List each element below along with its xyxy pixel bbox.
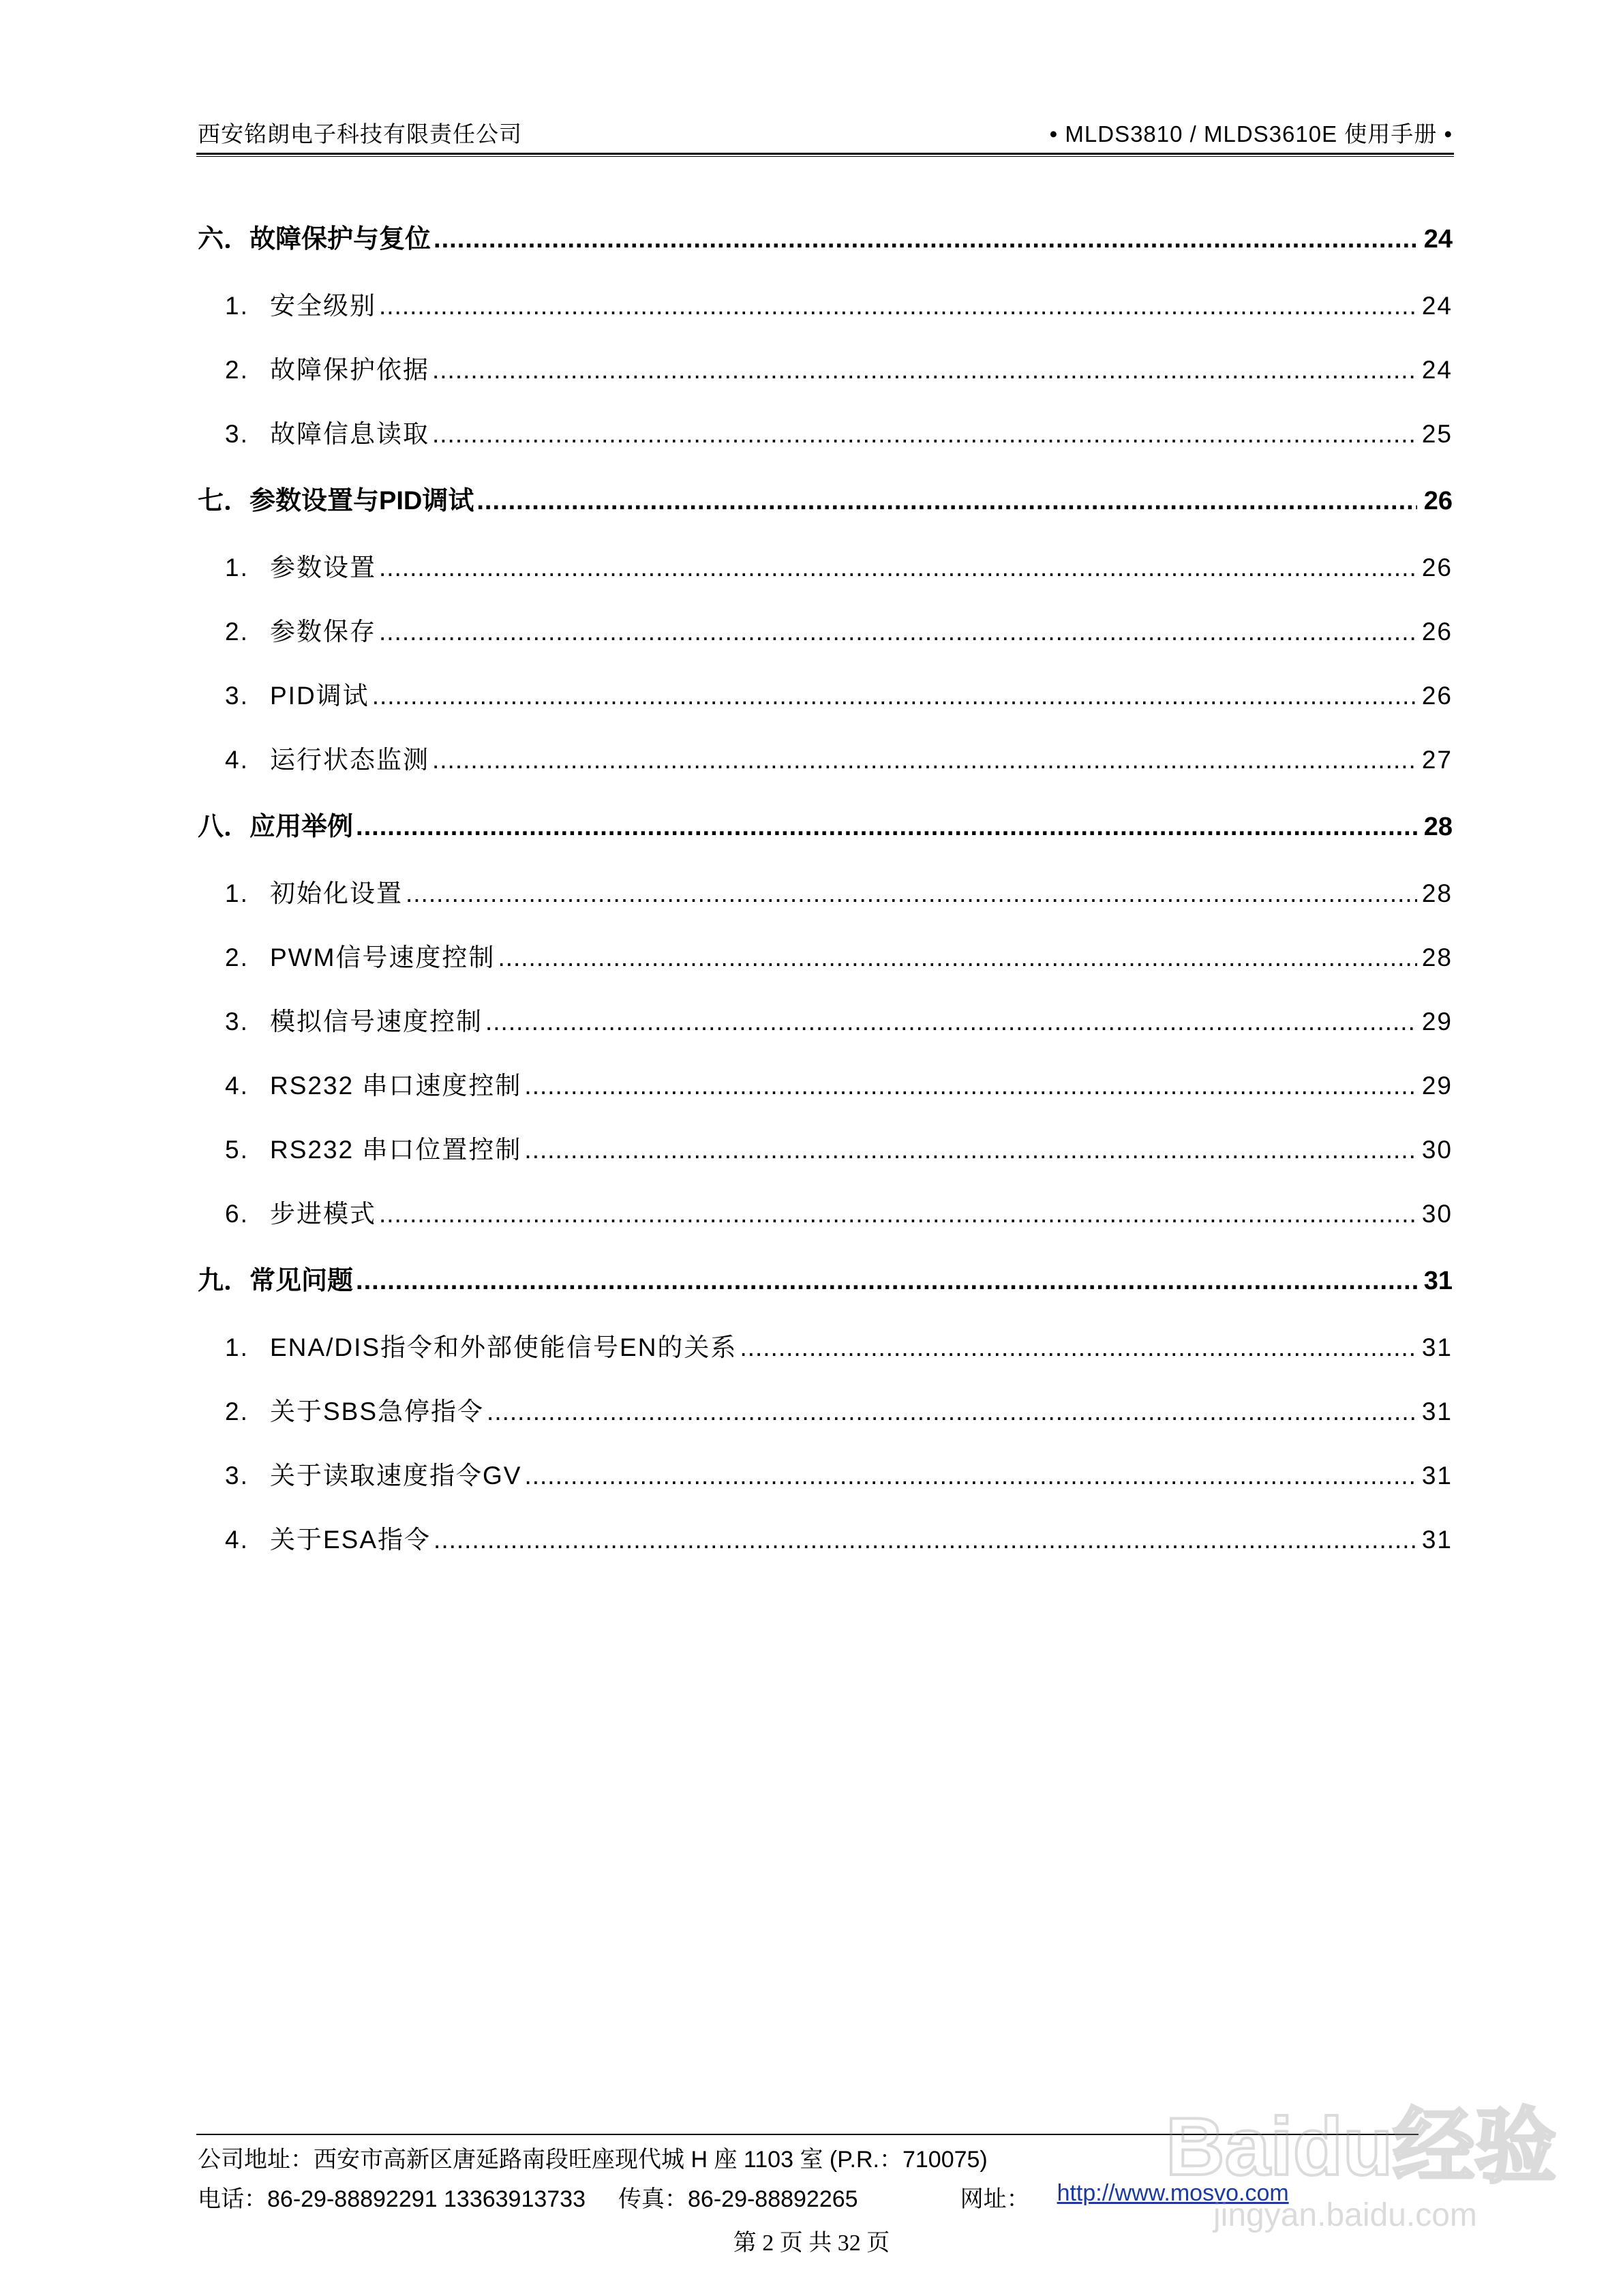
header-rule	[196, 153, 1454, 155]
footer-fax: 传真：86-29-88892265	[618, 2186, 858, 2212]
watermark-logo-text: Baidu经验	[1166, 2101, 1557, 2192]
toc-leader-dots	[432, 338, 1417, 402]
toc-entry[interactable]	[198, 1316, 1453, 1380]
toc-entry-title: 六．故障保护与复位	[198, 225, 431, 254]
toc-entry[interactable]	[198, 600, 1453, 664]
toc-entry-title: PID调试	[270, 682, 369, 710]
header-rule-thin	[196, 156, 1454, 157]
toc-entry-number: 2.	[225, 618, 249, 646]
toc-leader-dots	[434, 205, 1417, 274]
toc-entry-title: 模拟信号速度控制	[270, 1008, 483, 1036]
toc-entry-number: 1.	[225, 292, 249, 320]
toc-entry-title: 关于SBS急停指令	[270, 1398, 485, 1425]
toc-entry[interactable]	[198, 862, 1453, 926]
baidu-jingyan-watermark	[1159, 2086, 1568, 2243]
toc-leader-dots	[379, 274, 1417, 338]
toc-entry[interactable]	[198, 338, 1453, 402]
toc-entry[interactable]	[198, 664, 1453, 728]
toc-page-number: 28	[1423, 813, 1453, 841]
toc-page-number: 25	[1421, 420, 1453, 448]
toc-entry-number: 4.	[225, 746, 249, 774]
toc-page-number: 31	[1421, 1526, 1453, 1554]
toc-leader-dots	[379, 1182, 1417, 1246]
toc-entry-number: 3.	[225, 420, 249, 448]
toc-entry-number: 1.	[225, 1333, 249, 1361]
toc-section[interactable]	[198, 1246, 1453, 1316]
toc-leader-dots	[372, 664, 1417, 728]
toc-page-number: 24	[1421, 292, 1453, 320]
toc-entry-number: 4.	[225, 1526, 249, 1554]
toc-leader-dots	[740, 1316, 1417, 1380]
toc-leader-dots	[356, 792, 1417, 862]
toc-entry-number: 1.	[225, 879, 249, 907]
toc-entry[interactable]	[198, 1118, 1453, 1182]
toc-page-number: 31	[1421, 1462, 1453, 1490]
toc-page-number: 26	[1421, 682, 1453, 710]
toc-entry[interactable]	[198, 990, 1453, 1054]
toc-entry-title: 步进模式	[270, 1200, 376, 1228]
toc-entry[interactable]	[198, 536, 1453, 600]
toc-entry-title: 参数保存	[270, 618, 376, 646]
toc-leader-dots	[524, 1118, 1417, 1182]
toc-entry-title: 七．参数设置与PID调试	[198, 487, 474, 515]
toc-entry-title: 安全级别	[270, 292, 376, 320]
toc-entry-number: 3.	[225, 1008, 249, 1036]
toc-leader-dots	[406, 862, 1417, 926]
toc-entry-title: ENA/DIS指令和外部使能信号EN的关系	[270, 1333, 738, 1361]
toc-entry[interactable]	[198, 926, 1453, 990]
toc-leader-dots	[487, 1380, 1417, 1444]
toc-entry[interactable]	[198, 728, 1453, 792]
toc-entry-title: PWM信号速度控制	[270, 943, 496, 971]
toc-entry-number: 5.	[225, 1136, 249, 1164]
table-of-contents	[198, 205, 1453, 1572]
toc-entry-number: 3.	[225, 682, 249, 710]
toc-entry-title: RS232 串口位置控制	[270, 1136, 522, 1164]
toc-leader-dots	[432, 402, 1417, 466]
toc-entry-title: 故障保护依据	[270, 356, 429, 384]
toc-leader-dots	[379, 536, 1417, 600]
toc-entry[interactable]	[198, 1054, 1453, 1118]
footer-address: 公司地址：西安市高新区唐延路南段旺座现代城 H 座 1103 室 (P.R.：710075)	[198, 2147, 988, 2173]
toc-entry-title: 九．常见问题	[198, 1267, 354, 1295]
website-link[interactable]: http://www.mosvo.com	[1057, 2180, 1289, 2206]
toc-page-number: 30	[1421, 1200, 1453, 1228]
toc-entry-title: 故障信息读取	[270, 420, 429, 448]
toc-entry[interactable]	[198, 1508, 1453, 1572]
footer-phone: 电话：86-29-88892291 13363913733	[198, 2186, 586, 2212]
company-name: 西安铭朗电子科技有限责任公司	[198, 121, 522, 147]
toc-page-number: 24	[1421, 356, 1453, 384]
toc-leader-dots	[524, 1054, 1417, 1118]
toc-leader-dots	[498, 926, 1417, 990]
toc-page-number: 31	[1421, 1398, 1453, 1425]
toc-entry[interactable]	[198, 1380, 1453, 1444]
toc-entry-number: 2.	[225, 943, 249, 971]
toc-entry-title: 关于读取速度指令GV	[270, 1462, 522, 1490]
manual-title: • MLDS3810 / MLDS3610E 使用手册 •	[1049, 121, 1453, 147]
toc-entry-number: 2.	[225, 1398, 249, 1425]
toc-section[interactable]	[198, 792, 1453, 862]
toc-section[interactable]	[198, 466, 1453, 536]
toc-page-number: 29	[1421, 1008, 1453, 1036]
toc-entry-title: 八．应用举例	[198, 813, 354, 841]
toc-page-number: 24	[1423, 225, 1453, 254]
toc-page-number: 29	[1421, 1072, 1453, 1100]
toc-page-number: 28	[1421, 879, 1453, 907]
toc-leader-dots	[434, 1508, 1417, 1572]
toc-entry-title: RS232 串口速度控制	[270, 1072, 522, 1100]
toc-entry[interactable]	[198, 402, 1453, 466]
toc-page-number: 28	[1421, 943, 1453, 971]
toc-entry-title: 初始化设置	[270, 879, 403, 907]
page-number: 第 2 页 共 32 页	[733, 2231, 890, 2256]
toc-entry-title: 关于ESA指令	[270, 1526, 431, 1554]
toc-entry-title: 运行状态监测	[270, 746, 429, 774]
toc-entry-number: 6.	[225, 1200, 249, 1228]
toc-entry-title: 参数设置	[270, 554, 376, 581]
toc-page-number: 31	[1423, 1267, 1453, 1295]
toc-entry-number: 2.	[225, 356, 249, 384]
toc-entry[interactable]	[198, 1182, 1453, 1246]
toc-entry[interactable]	[198, 1444, 1453, 1508]
toc-page-number: 26	[1421, 618, 1453, 646]
toc-leader-dots	[432, 728, 1417, 792]
toc-page-number: 26	[1421, 554, 1453, 581]
toc-page-number: 26	[1423, 487, 1453, 515]
footer-web-label: 网址：	[960, 2186, 1030, 2212]
toc-leader-dots	[476, 466, 1417, 536]
toc-page-number: 31	[1421, 1333, 1453, 1361]
toc-leader-dots	[524, 1444, 1417, 1508]
toc-entry-number: 1.	[225, 554, 249, 581]
toc-section[interactable]	[198, 205, 1453, 274]
toc-entry[interactable]	[198, 274, 1453, 338]
toc-entry-number: 4.	[225, 1072, 249, 1100]
watermark-url-text: jingyan.baidu.com	[1213, 2197, 1477, 2233]
page-header	[198, 113, 1453, 149]
toc-leader-dots	[356, 1246, 1417, 1316]
toc-page-number: 30	[1421, 1136, 1453, 1164]
toc-leader-dots	[485, 990, 1417, 1054]
toc-page-number: 27	[1421, 746, 1453, 774]
toc-leader-dots	[379, 600, 1417, 664]
toc-entry-number: 3.	[225, 1462, 249, 1490]
